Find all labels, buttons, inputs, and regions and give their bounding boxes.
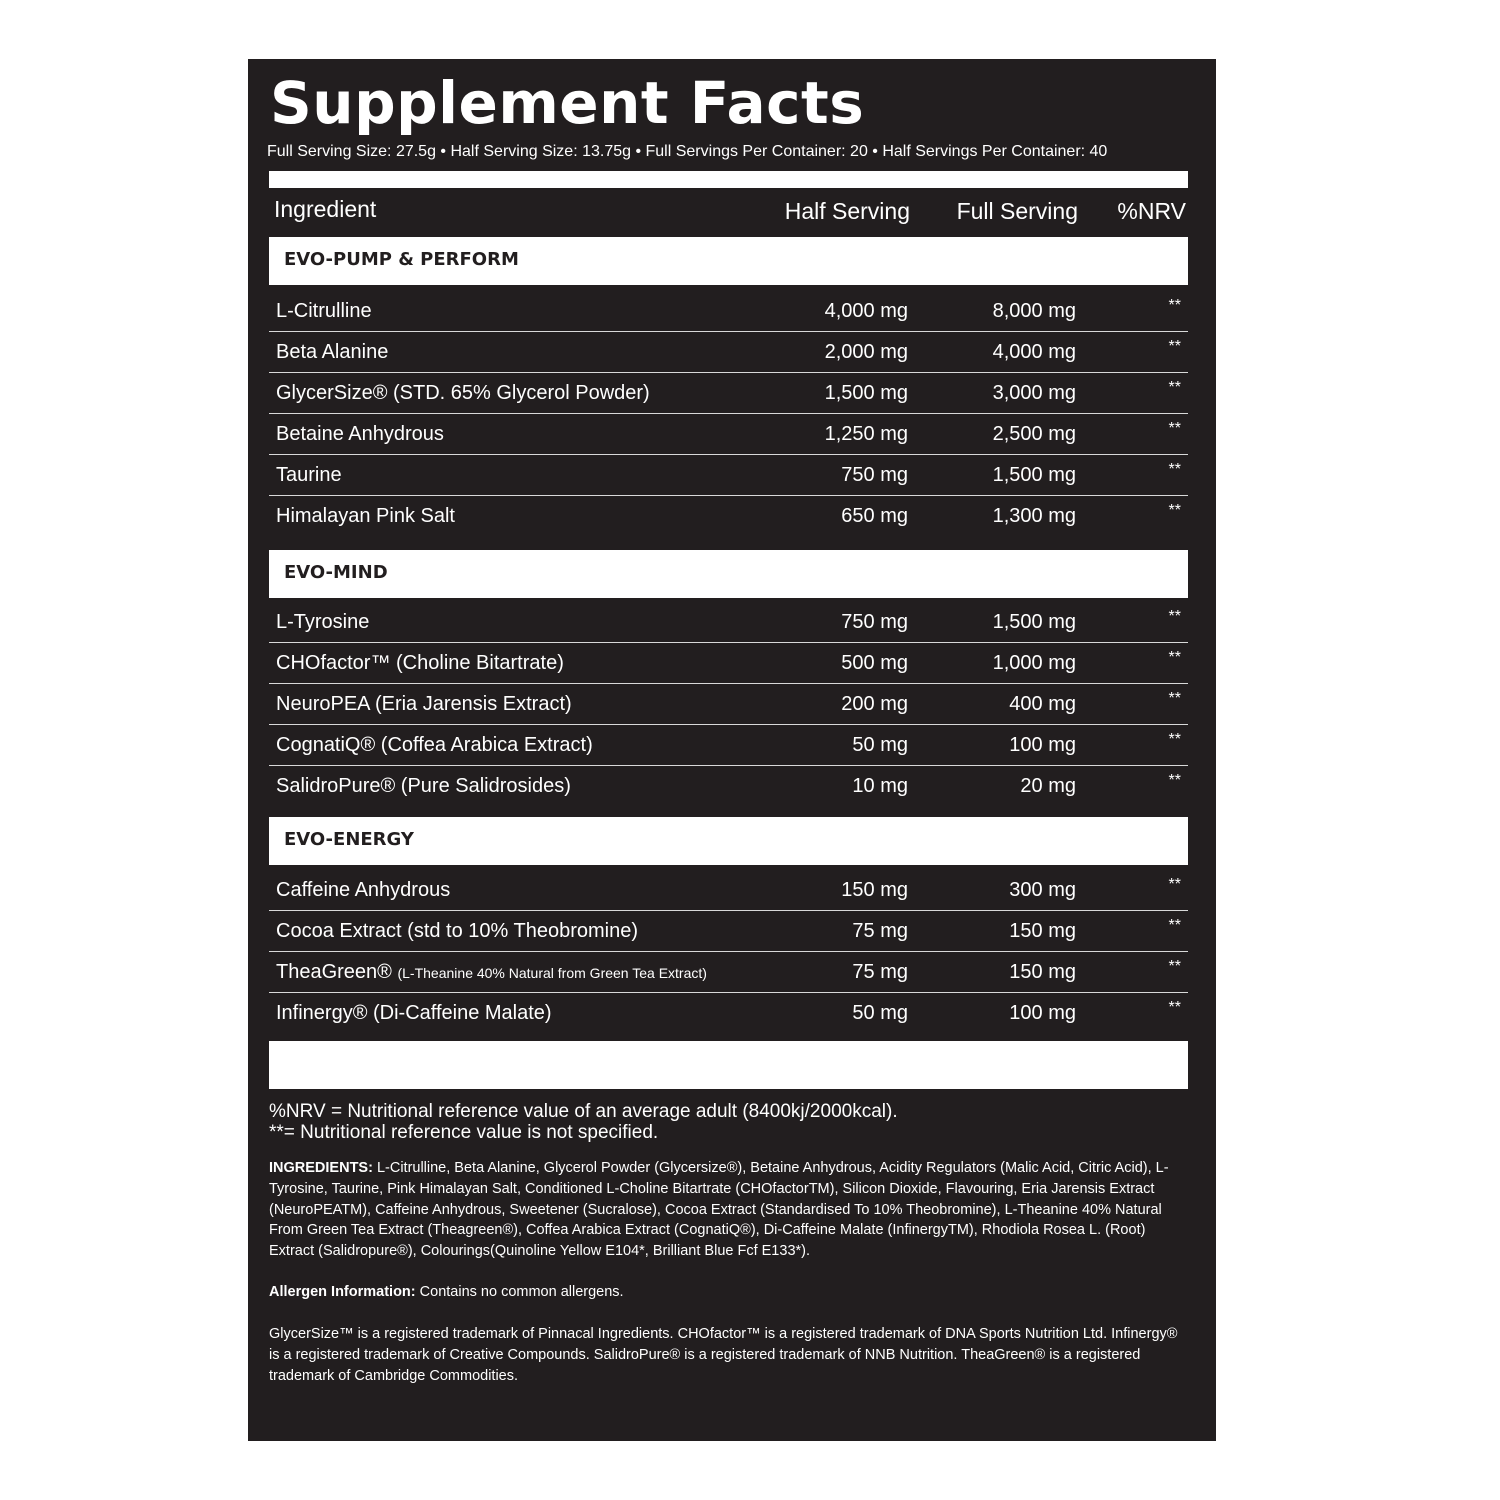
ingredient-name: GlycerSize® (STD. 65% Glycerol Powder) — [276, 382, 650, 404]
full-amount: 20 mg — [1020, 775, 1076, 797]
full-amount: 1,500 mg — [992, 611, 1076, 633]
ingredient-name-wrap — [276, 959, 707, 986]
half-amount: 750 mg — [841, 611, 908, 633]
section-rows-pump — [269, 291, 1188, 537]
nrv-value: ** — [1168, 379, 1181, 396]
col-header-half: Half Serving — [784, 198, 910, 224]
section-rows-mind — [269, 602, 1188, 807]
section-header-energy — [269, 817, 1188, 865]
nrv-value: ** — [1168, 461, 1181, 478]
section-header-mind — [269, 550, 1188, 598]
ingredient-name: Caffeine Anhydrous — [276, 879, 451, 901]
full-amount: 8,000 mg — [992, 300, 1076, 322]
half-amount: 200 mg — [841, 693, 908, 715]
allergen-statement — [269, 1282, 1187, 1303]
ingredients-text: L-Citrulline, Beta Alanine, Glycerol Powder (Glycersize®), Betaine Anhydrous, Acidity Regulators (Malic Acid, Citric Acid), L-Tyrosine, Taurine, Pink Himalayan Salt, Conditioned L-Choline Bitartrate (CHOfactorTM), Silicon Dioxide, Flavouring, Eria Jarensis Extract (NeuroPEATM), Caffeine Anhydrous, Sweetener (Sucralose), Cocoa Extract (Standardised To 10% Theobromine), L-Theanine 40% Natural From Green Tea Extract (Theagreen®), Coffea Arabica Extract (CognatiQ®), Di-Caffeine Malate (InfinergyTM), Rhodiola Rosea L. (Root) Extract (Salidropure®), Colourings(Quinoline Yellow E104*, Brilliant Blue Fcf E133*). — [269, 1160, 1169, 1260]
nrv-value: ** — [1168, 297, 1181, 314]
full-amount: 150 mg — [1009, 920, 1076, 942]
ingredient-name: Beta Alanine — [276, 341, 389, 363]
ingredient-name: TheaGreen® — [276, 961, 392, 983]
half-amount: 10 mg — [852, 775, 908, 797]
full-amount: 1,300 mg — [992, 505, 1076, 527]
full-amount: 1,500 mg — [992, 464, 1076, 486]
ingredient-name: Cocoa Extract (std to 10% Theobromine) — [276, 920, 639, 942]
ingredient-row — [269, 373, 1188, 414]
half-amount: 1,500 mg — [824, 382, 908, 404]
ingredients-label: INGREDIENTS: — [269, 1160, 373, 1176]
full-amount: 4,000 mg — [992, 341, 1076, 363]
bottom-divider-bar — [269, 1041, 1188, 1089]
ingredient-row — [269, 496, 1188, 537]
half-amount: 1,250 mg — [824, 423, 908, 445]
nrv-value: ** — [1168, 649, 1181, 666]
ingredient-row — [269, 455, 1188, 496]
allergen-text: Contains no common allergens. — [415, 1284, 624, 1300]
ingredient-row — [269, 725, 1188, 766]
half-amount: 50 mg — [852, 1002, 908, 1024]
ingredient-row — [269, 643, 1188, 684]
section-label: EVO-PUMP & PERFORM — [284, 249, 519, 270]
ingredient-name: L-Tyrosine — [276, 611, 370, 633]
nrv-footnote — [269, 1101, 898, 1143]
ingredient-name: Betaine Anhydrous — [276, 423, 444, 445]
half-amount: 150 mg — [841, 879, 908, 901]
half-amount: 750 mg — [841, 464, 908, 486]
nrv-value: ** — [1168, 608, 1181, 625]
ingredient-row — [269, 332, 1188, 373]
ingredient-row — [269, 766, 1188, 807]
half-amount: 2,000 mg — [824, 341, 908, 363]
top-divider-bar — [269, 171, 1188, 188]
nrv-value: ** — [1168, 999, 1181, 1016]
nrv-value: ** — [1168, 731, 1181, 748]
nrv-value: ** — [1168, 338, 1181, 355]
full-amount: 150 mg — [1009, 961, 1076, 983]
half-amount: 650 mg — [841, 505, 908, 527]
col-header-nrv: %NRV — [1117, 198, 1186, 224]
ingredient-row — [269, 911, 1188, 952]
trademark-statement: GlycerSize™ is a registered trademark of Pinnacal Ingredients. CHOfactor™ is a registered trademark of DNA Sports Nutrition Ltd. Infinergy® is a registered trademark of Creative Compounds. SalidroPure® is a registered trademark of NNB Nutrition. TheaGreen® is a registered trademark of Cambridge Commodities. — [269, 1326, 1178, 1384]
supplement-facts-panel — [248, 59, 1216, 1441]
ingredient-row — [269, 684, 1188, 725]
half-amount: 75 mg — [852, 920, 908, 942]
full-amount: 2,500 mg — [992, 423, 1076, 445]
ingredients-statement — [269, 1158, 1187, 1262]
col-header-ingredient: Ingredient — [274, 196, 377, 222]
ingredient-row — [269, 952, 1188, 993]
ingredient-row — [269, 993, 1188, 1034]
allergen-label: Allergen Information: — [269, 1284, 416, 1300]
section-label: EVO-MIND — [284, 562, 388, 583]
full-amount: 300 mg — [1009, 879, 1076, 901]
col-header-full: Full Serving — [956, 198, 1078, 224]
nrv-not-specified: **= Nutritional reference value is not specified. — [269, 1122, 659, 1143]
full-amount: 400 mg — [1009, 693, 1076, 715]
ingredient-name: SalidroPure® (Pure Salidrosides) — [276, 775, 571, 797]
ingredient-name: Taurine — [276, 464, 342, 486]
ingredient-name: L-Citrulline — [276, 300, 372, 322]
nrv-value: ** — [1168, 772, 1181, 789]
ingredient-row — [269, 870, 1188, 911]
full-amount: 3,000 mg — [992, 382, 1076, 404]
full-amount: 100 mg — [1009, 1002, 1076, 1024]
nrv-definition: %NRV = Nutritional reference value of an average adult (8400kj/2000kcal). — [269, 1101, 898, 1122]
ingredient-row — [269, 291, 1188, 332]
section-rows-energy — [269, 870, 1188, 1034]
full-amount: 1,000 mg — [992, 652, 1076, 674]
ingredient-name: CHOfactor™ (Choline Bitartrate) — [276, 652, 564, 674]
nrv-value: ** — [1168, 690, 1181, 707]
nrv-value: ** — [1168, 876, 1181, 893]
ingredient-note: (L-Theanine 40% Natural from Green Tea Extract) — [397, 965, 707, 981]
half-amount: 50 mg — [852, 734, 908, 756]
ingredient-row — [269, 602, 1188, 643]
ingredient-name: CognatiQ® (Coffea Arabica Extract) — [276, 734, 593, 756]
half-amount: 75 mg — [852, 961, 908, 983]
serving-info: Full Serving Size: 27.5g • Half Serving Size: 13.75g • Full Servings Per Container: 20 • Half Servings Per Container: 40 — [267, 143, 1108, 160]
half-amount: 4,000 mg — [824, 300, 908, 322]
ingredient-row — [269, 414, 1188, 455]
half-amount: 500 mg — [841, 652, 908, 674]
ingredient-name: NeuroPEA (Eria Jarensis Extract) — [276, 693, 572, 715]
nrv-value: ** — [1168, 502, 1181, 519]
label-title: Supplement Facts — [270, 69, 865, 137]
nrv-value: ** — [1168, 958, 1181, 975]
ingredient-name: Himalayan Pink Salt — [276, 505, 455, 527]
ingredient-name: Infinergy® (Di-Caffeine Malate) — [276, 1002, 552, 1024]
nrv-value: ** — [1168, 420, 1181, 437]
section-label: EVO-ENERGY — [284, 829, 414, 850]
full-amount: 100 mg — [1009, 734, 1076, 756]
section-header-pump — [269, 237, 1188, 285]
nrv-value: ** — [1168, 917, 1181, 934]
